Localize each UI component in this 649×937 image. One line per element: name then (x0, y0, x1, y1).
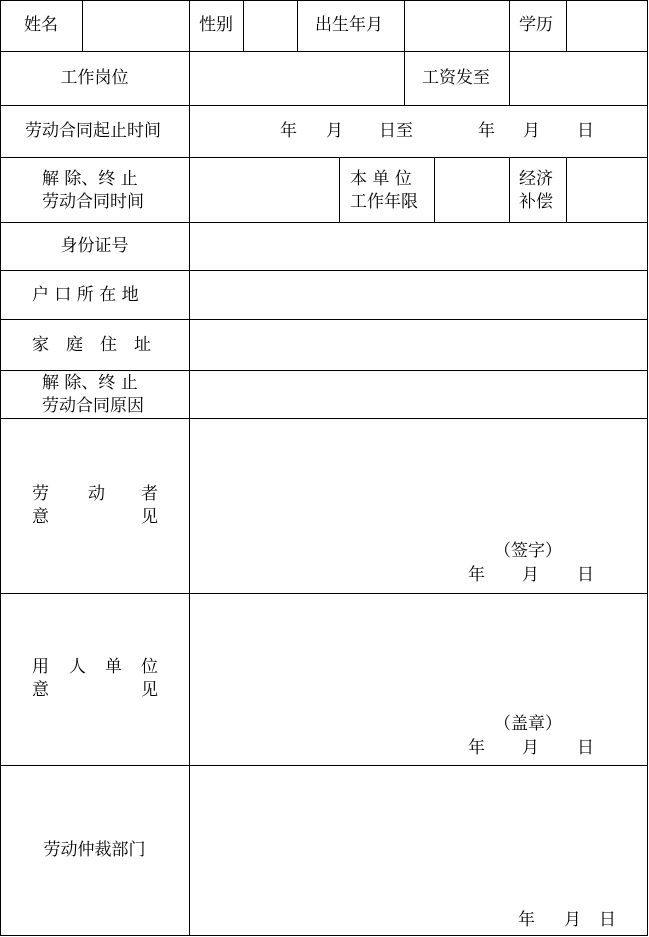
date-day-to: 日至 (379, 121, 413, 141)
termination-time-label-line1: 解 除、终 止 (42, 169, 138, 189)
tenure-label-line1: 本 单 位 (350, 169, 412, 189)
row-divider (0, 270, 648, 271)
employer-label-char: 位 (141, 657, 158, 677)
column-divider (509, 51, 510, 105)
address-label: 家 庭 住 址 (32, 335, 151, 355)
column-divider (404, 0, 405, 51)
date-day-end: 日 (577, 121, 594, 141)
worker-label-char: 动 (88, 484, 105, 504)
worker-date-month: 月 (522, 565, 539, 585)
row-divider (0, 319, 648, 320)
date-year-end: 年 (478, 121, 495, 141)
worker-label-char: 见 (141, 507, 158, 527)
column-divider (566, 0, 567, 51)
arbitration-date-year: 年 (518, 910, 535, 930)
worker-date-day: 日 (577, 565, 594, 585)
table-border (0, 0, 1, 936)
column-divider (404, 51, 405, 105)
position-label: 工作岗位 (60, 68, 129, 88)
id-label: 身份证号 (60, 236, 129, 256)
compensation-label-line1: 经济 (519, 169, 553, 189)
employer-date-month: 月 (522, 738, 539, 758)
column-divider (189, 0, 190, 936)
column-divider (509, 157, 510, 222)
worker-label-char: 意 (32, 507, 49, 527)
row-divider (0, 418, 648, 419)
date-month-end: 月 (523, 121, 540, 141)
salary-label: 工资发至 (422, 68, 490, 88)
signature-label: （签字） (494, 541, 562, 561)
contract-period-label: 劳动合同起止时间 (25, 121, 161, 141)
date-year-start: 年 (280, 121, 297, 141)
employer-date-day: 日 (577, 738, 594, 758)
column-divider (297, 0, 298, 51)
column-divider (339, 157, 340, 222)
hukou-label: 户 口 所 在 地 (32, 285, 139, 305)
arbitration-date-month: 月 (564, 910, 581, 930)
date-month-start: 月 (326, 121, 343, 141)
name-label: 姓名 (24, 15, 58, 35)
column-divider (434, 157, 435, 222)
employer-label-char: 用 (32, 657, 49, 677)
column-divider (566, 157, 567, 222)
column-divider (82, 0, 83, 51)
compensation-label-line2: 补偿 (519, 192, 553, 212)
column-divider (243, 0, 244, 51)
birth-label: 出生年月 (315, 15, 383, 35)
employer-label-char: 见 (141, 680, 158, 700)
employer-label-char: 单 (105, 657, 122, 677)
table-border (647, 0, 648, 936)
employer-label-char: 人 (69, 657, 86, 677)
reason-label-line2: 劳动合同原因 (42, 396, 144, 416)
arbitration-label: 劳动仲裁部门 (43, 840, 146, 860)
reason-label-line1: 解 除、终 止 (42, 373, 138, 393)
education-label: 学历 (519, 15, 553, 35)
row-divider (0, 51, 648, 52)
seal-label: （盖章） (494, 714, 562, 734)
worker-label-char: 劳 (32, 484, 49, 504)
employer-date-year: 年 (468, 738, 485, 758)
row-divider (0, 593, 648, 594)
gender-label: 性别 (199, 15, 233, 35)
row-divider (0, 765, 648, 766)
table-border (0, 935, 648, 936)
worker-label-char: 者 (141, 484, 158, 504)
row-divider (0, 222, 648, 223)
row-divider (0, 105, 648, 106)
tenure-label-line2: 工作年限 (350, 192, 418, 212)
table-border (0, 0, 648, 1)
worker-date-year: 年 (468, 565, 485, 585)
column-divider (509, 0, 510, 51)
employer-label-char: 意 (32, 680, 49, 700)
arbitration-date-day: 日 (599, 910, 616, 930)
row-divider (0, 157, 648, 158)
termination-time-label-line2: 劳动合同时间 (42, 192, 144, 212)
